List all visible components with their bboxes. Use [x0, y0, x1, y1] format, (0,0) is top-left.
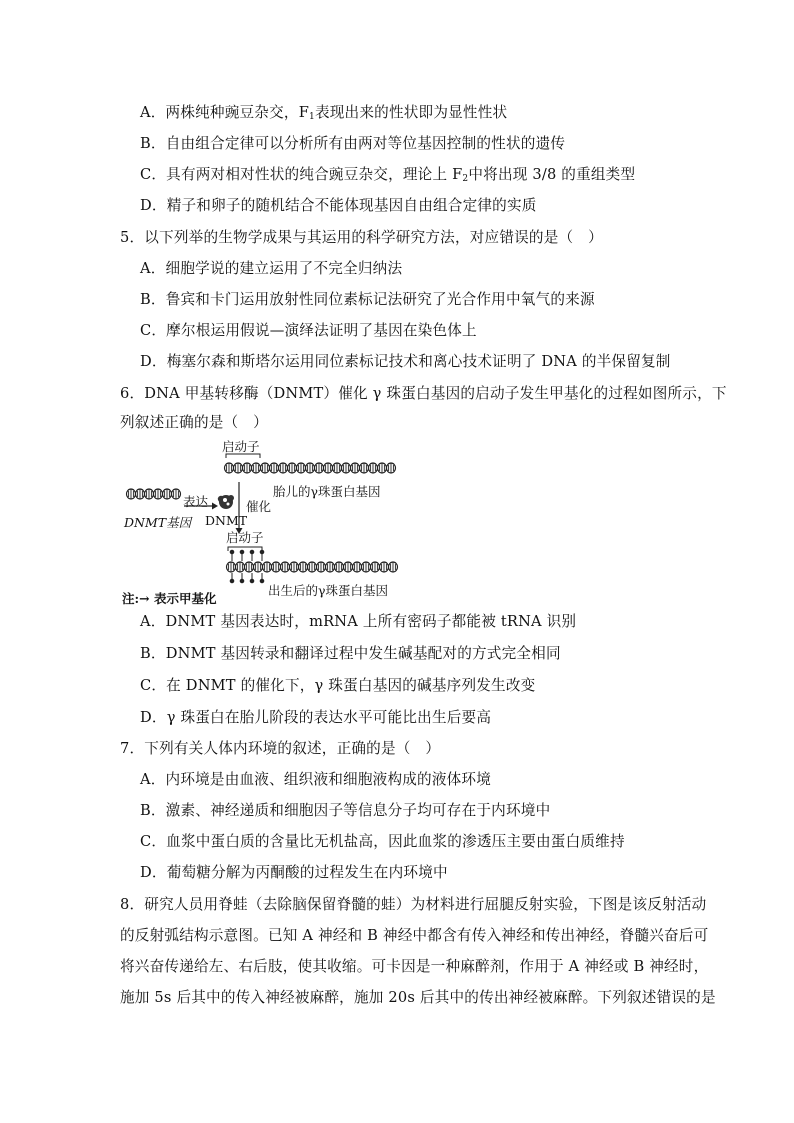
- q7-option-a: A．内环境是由血液、组织液和细胞液构成的液体环境: [140, 771, 491, 788]
- after-birth-gene-helix: [227, 562, 398, 572]
- q5-option-a: A．细胞学说的建立运用了不完全归纳法: [140, 260, 403, 277]
- q4-option-c: C．具有两对相对性状的纯合豌豆杂交，理论上 $F_2$中将出现 3/8 的重组类型: [140, 166, 636, 184]
- q4-option-a: A．两株纯种豌豆杂交，$F_1$表现出来的性状即为显性性状: [140, 104, 508, 122]
- q8-line4: 施加 5s 后其中的传入神经被麻醉，施加 20s 后其中的传出神经被麻醉。下列叙述错误的是: [120, 989, 716, 1006]
- figure-note: 注:→ 表示甲基化: [122, 591, 217, 606]
- dnmt-gene-label: DNMT基因: [124, 515, 192, 530]
- q6-option-a: A．DNMT 基因表达时，mRNA 上所有密码子都能被 tRNA 识别: [140, 613, 577, 630]
- q5-option-c: C．摩尔根运用假说—演绎法证明了基因在染色体上: [140, 322, 477, 339]
- catalyze-label: 催化: [246, 499, 272, 514]
- fetal-gene-label: 胎儿的γ珠蛋白基因: [273, 484, 381, 499]
- q6-stem-line1: 6．DNA 甲基转移酶（DNMT）催化 γ 珠蛋白基因的启动子发生甲基化的过程如图所示，下: [120, 385, 727, 402]
- dnmt-enzyme-icon: [218, 495, 234, 509]
- q7-option-b: B．激素、神经递质和细胞因子等信息分子均可存在于内环境中: [140, 802, 551, 819]
- q7-option-d: D．葡萄糖分解为丙酮酸的过程发生在内环境中: [140, 864, 448, 881]
- q8-line1: 8．研究人员用脊蛙（去除脑保留脊髓的蛙）为材料进行屈腿反射实验，下图是该反射活动: [120, 896, 707, 913]
- dnmt-gene-helix: [127, 489, 181, 499]
- dnmt-label: DNMT: [205, 513, 248, 528]
- q6-stem-line2: 列叙述正确的是（ ）: [120, 414, 268, 431]
- q6-option-c: C．在 DNMT 的催化下，γ 珠蛋白基因的碱基序列发生改变: [140, 677, 536, 694]
- after-birth-gene-label: 出生后的γ珠蛋白基因: [268, 583, 388, 598]
- q4-option-d: D．精子和卵子的随机结合不能体现基因自由组合定律的实质: [140, 197, 537, 214]
- promoter-bracket-top: [226, 454, 260, 458]
- q6-option-b: B．DNMT 基因转录和翻译过程中发生碱基配对的方式完全相同: [140, 645, 561, 662]
- q7-stem: 7．下列有关人体内环境的叙述，正确的是（ ）: [120, 740, 441, 757]
- q5-stem: 5．以下列举的生物学成果与其运用的科学研究方法，对应错误的是（ ）: [120, 229, 603, 246]
- promoter-label-top: 启动子: [222, 439, 260, 454]
- q5-option-b: B．鲁宾和卡门运用放射性同位素标记法研究了光合作用中氧气的来源: [140, 291, 595, 308]
- q7-option-c: C．血浆中蛋白质的含量比无机盐高，因此血浆的渗透压主要由蛋白质维持: [140, 833, 625, 850]
- q8-line2: 的反射弧结构示意图。已知 A 神经和 B 神经中都含有传入神经和传出神经，脊髓兴奋后可: [120, 927, 709, 944]
- dna-methylation-figure: [118, 440, 418, 610]
- q6-option-d: D．γ 珠蛋白在胎儿阶段的表达水平可能比出生后要高: [140, 709, 492, 726]
- q5-option-d: D．梅塞尔森和斯塔尔运用同位素标记技术和离心技术证明了 DNA 的半保留复制: [140, 353, 671, 370]
- promoter-label-bottom: 启动子: [226, 530, 264, 545]
- fetal-gene-helix: [225, 463, 396, 473]
- express-label: 表达: [183, 494, 209, 509]
- q4-option-b: B．自由组合定律可以分析所有由两对等位基因控制的性状的遗传: [140, 135, 566, 152]
- q8-line3: 将兴奋传递给左、右后肢，使其收缩。可卡因是一种麻醉剂，作用于 A 神经或 B 神经时，: [120, 958, 709, 975]
